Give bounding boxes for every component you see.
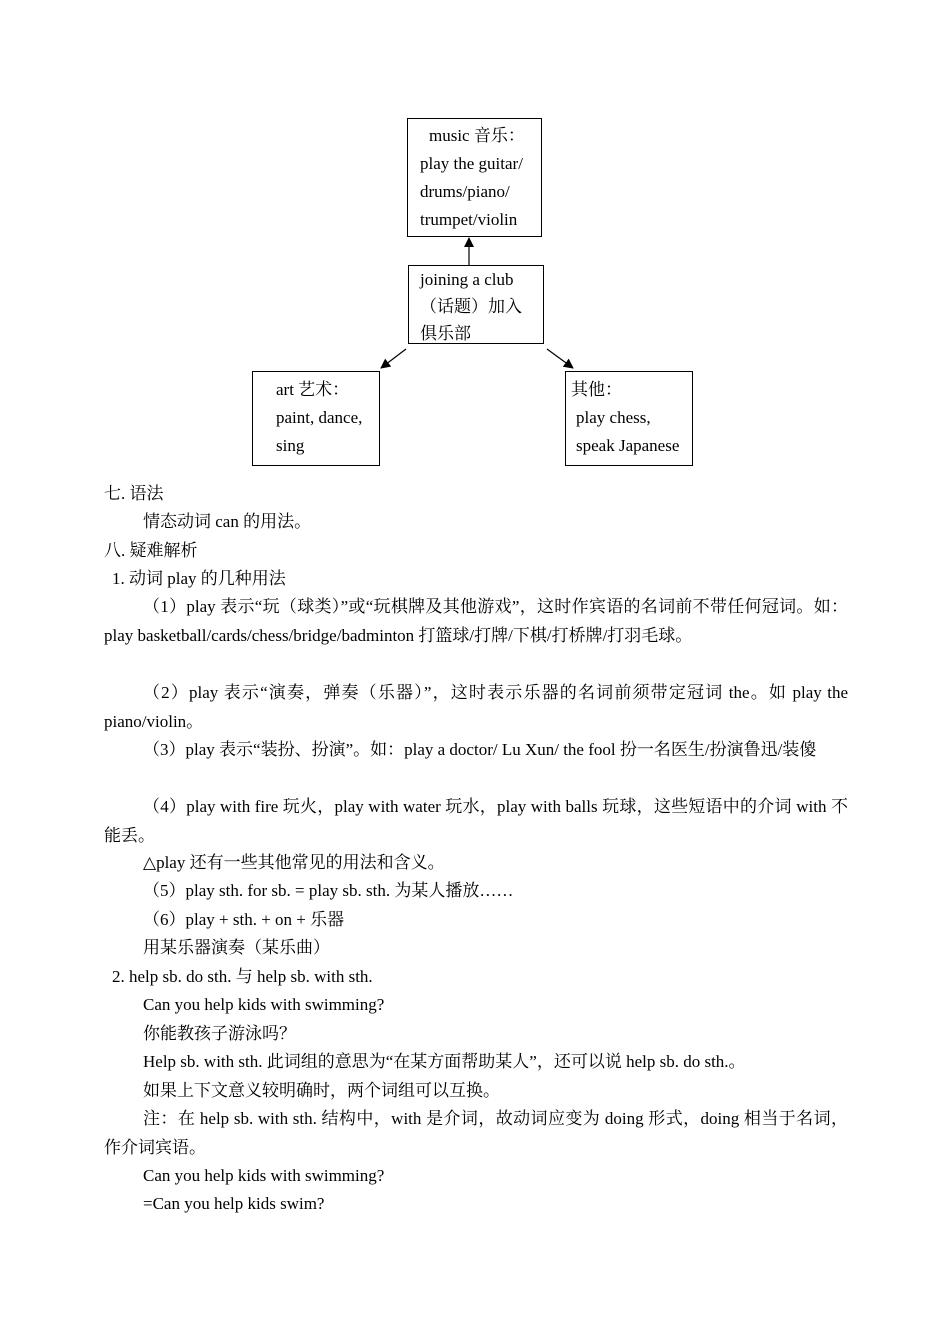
paragraph-3-text: （3）play 表示“装扮、扮演”。如：play a doctor/ Lu Xun/ the fool 扮一名医生/扮演鲁迅/装傻: [143, 740, 817, 759]
center-line-3: 俱乐部: [420, 324, 471, 343]
paragraph-4: [104, 793, 848, 850]
paragraph-6-meaning: 用某乐器演奏（某乐曲）: [143, 938, 330, 957]
diagram-box-music: [407, 118, 542, 237]
example-1-translation: 你能教孩子游泳吗？: [143, 1024, 296, 1043]
art-line-2: paint, dance,: [276, 408, 363, 427]
other-line-2: play chess,: [576, 408, 651, 427]
note-2: [104, 1105, 848, 1162]
example-1: Can you help kids with swimming?: [143, 995, 385, 1014]
explanation-2: 如果上下文意义较明确时，两个词组可以互换。: [143, 1081, 500, 1100]
diagram-box-center: [408, 265, 544, 344]
diagram-box-art: [252, 371, 380, 466]
music-line-1: music 音乐：: [429, 126, 525, 145]
other-line-1: 其他：: [571, 380, 622, 399]
paragraph-3: [104, 736, 848, 765]
note-2-text: 注：在 help sb. with sth. 结构中，with 是介词，故动词应变为 doing 形式，doing 相当于名词，作介词宾语。: [104, 1109, 848, 1157]
paragraph-1-text: （1）play 表示“玩（球类）”或“玩棋牌及其他游戏”，这时作宾语的名词前不带任何冠词。如：play basketball/cards/chess/bridge/badminton 打篮球/打牌/下棋/打桥牌/打羽毛球。: [104, 597, 848, 645]
music-line-4: trumpet/violin: [420, 210, 518, 229]
paragraph-1: [104, 593, 848, 650]
paragraph-5: （5）play sth. for sb. = play sb. sth. 为某人播放……: [143, 881, 514, 900]
art-line-3: sing: [276, 436, 305, 455]
paragraph-2-text: （2）play 表示“演奏，弹奏（乐器）”，这时表示乐器的名词前须带定冠词 the。如 play the piano/violin。: [104, 683, 848, 731]
section-7-text: 情态动词 can 的用法。: [143, 512, 312, 531]
center-line-2: （话题）加入: [420, 297, 522, 316]
paragraph-4-text: （4）play with fire 玩火，play with water 玩水，play with balls 玩球，这些短语中的介词 with 不能丢。: [104, 797, 848, 845]
diagram-box-other: [565, 371, 693, 466]
arrow-to-other: [547, 349, 573, 368]
example-2: Can you help kids with swimming?: [143, 1166, 385, 1185]
item-2-title: 2. help sb. do sth. 与 help sb. with sth.: [112, 967, 373, 986]
diagram-arrows: [0, 0, 950, 500]
paragraph-2: [104, 679, 848, 736]
section-8-heading: 八. 疑难解析: [104, 541, 198, 560]
example-3: =Can you help kids swim?: [143, 1194, 325, 1213]
art-line-1: art 艺术：: [276, 380, 350, 399]
music-line-3: drums/piano/: [420, 182, 510, 201]
arrow-to-art: [381, 349, 406, 368]
center-line-1: joining a club: [420, 270, 514, 289]
play-note: △play 还有一些其他常见的用法和含义。: [143, 853, 445, 872]
item-1-title: 1. 动词 play 的几种用法: [112, 569, 286, 588]
other-line-3: speak Japanese: [576, 436, 680, 455]
music-line-2: play the guitar/: [420, 154, 523, 173]
paragraph-6: （6）play + sth. + on + 乐器: [143, 910, 345, 929]
section-7-heading: 七. 语法: [104, 484, 164, 503]
explanation-1: Help sb. with sth. 此词组的意思为“在某方面帮助某人”，还可以说 help sb. do sth.。: [143, 1052, 746, 1071]
